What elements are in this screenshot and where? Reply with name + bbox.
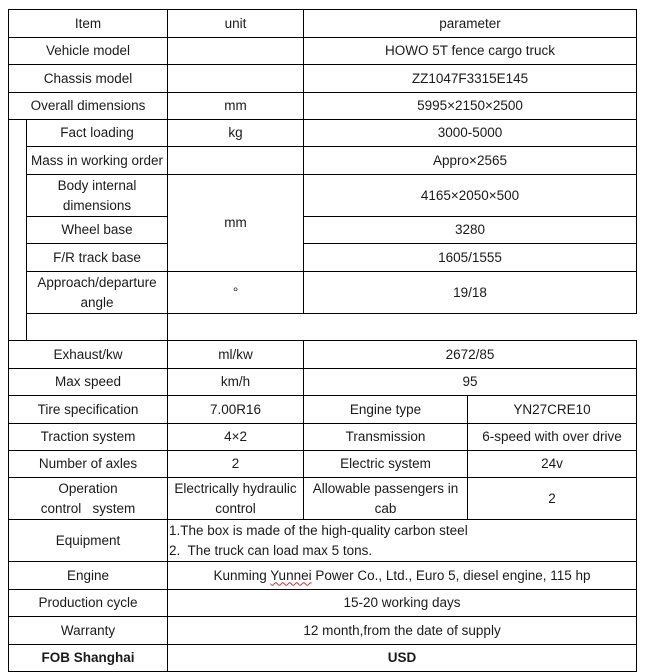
warranty-value: 12 month,from the date of supply xyxy=(168,617,637,645)
approach-angle-label-line1: Approach/departure xyxy=(37,274,157,290)
engine-type-value: YN27CRE10 xyxy=(468,396,637,424)
engine-type-label: Engine type xyxy=(304,396,468,424)
approach-angle-label-line2: angle xyxy=(80,294,114,310)
chassis-model-value: ZZ1047F3315E145 xyxy=(304,65,637,93)
operation-label-line2: control system xyxy=(40,500,136,516)
overall-dimensions-value: 5995×2150×2500 xyxy=(304,93,637,120)
track-base-value: 1605/1555 xyxy=(304,244,637,272)
table-row xyxy=(9,369,637,396)
engine-suffix: Power Co., Ltd., Euro 5, diesel engine, 115 hp xyxy=(311,567,591,583)
wheel-base-value: 3280 xyxy=(304,217,637,244)
traction-label: Traction system xyxy=(9,424,168,451)
body-internal-label xyxy=(27,175,168,217)
engine-value xyxy=(168,562,637,590)
vehicle-model-unit xyxy=(168,38,304,65)
table-row xyxy=(9,272,637,314)
table-row xyxy=(9,93,637,120)
tire-label: Tire specification xyxy=(9,396,168,424)
fob-value: USD xyxy=(168,645,637,672)
traction-value: 4×2 xyxy=(168,424,304,451)
table-row xyxy=(9,424,637,451)
table-row xyxy=(9,590,637,617)
table-header-row xyxy=(9,10,637,38)
vehicle-model-value: HOWO 5T fence cargo truck xyxy=(304,38,637,65)
exhaust-unit: ml/kw xyxy=(168,341,304,369)
tire-value: 7.00R16 xyxy=(168,396,304,424)
approach-angle-label xyxy=(27,272,168,314)
track-base-label: F/R track base xyxy=(27,244,168,272)
table-row xyxy=(9,478,637,520)
fact-loading-label: Fact loading xyxy=(27,120,168,147)
table-row xyxy=(9,314,637,341)
body-internal-label-line2: dimensions xyxy=(62,197,132,213)
mass-working-order-unit xyxy=(168,147,304,175)
warranty-label: Warranty xyxy=(9,617,168,645)
approach-angle-value: 19/18 xyxy=(304,272,637,314)
table-row xyxy=(9,451,637,478)
production-cycle-value: 15-20 working days xyxy=(168,590,637,617)
shared-unit-mm: mm xyxy=(168,175,304,272)
header-item: Item xyxy=(9,10,168,38)
engine-brand: Yunnei xyxy=(270,567,312,583)
header-parameter: parameter xyxy=(304,10,637,38)
table-row xyxy=(9,120,637,147)
table-row xyxy=(9,396,637,424)
table-row xyxy=(9,38,637,65)
table-row xyxy=(9,217,637,244)
fob-label: FOB Shanghai xyxy=(9,645,168,672)
equipment-label: Equipment xyxy=(9,520,168,562)
passengers-label-line1: Allowable passengers in xyxy=(312,480,459,496)
chassis-model-unit xyxy=(168,65,304,93)
electric-system-label: Electric system xyxy=(304,451,468,478)
overall-dimensions-unit: mm xyxy=(168,93,304,120)
table-row xyxy=(9,175,637,217)
equipment-value xyxy=(168,520,637,562)
chassis-model-label: Chassis model xyxy=(9,65,168,93)
spec-table xyxy=(8,9,637,672)
max-speed-unit: km/h xyxy=(168,369,304,396)
max-speed-value: 95 xyxy=(304,369,637,396)
table-row xyxy=(9,520,637,562)
operation-label-line1: Operation xyxy=(58,480,118,496)
row-gutter xyxy=(27,314,168,341)
production-cycle-label: Production cycle xyxy=(9,590,168,617)
operation-label xyxy=(9,478,168,520)
engine-label: Engine xyxy=(9,562,168,590)
body-internal-label-line1: Body internal xyxy=(57,177,137,193)
exhaust-value: 2672/85 xyxy=(304,341,637,369)
approach-angle-unit: ° xyxy=(168,272,304,314)
table-row xyxy=(9,244,637,272)
operation-value-line1: Electrically hydraulic xyxy=(174,480,297,496)
passengers-label xyxy=(304,478,468,520)
table-row xyxy=(9,562,637,590)
wheel-base-label: Wheel base xyxy=(27,217,168,244)
operation-value-line2: control xyxy=(215,500,256,516)
table-row xyxy=(9,65,637,93)
header-unit: unit xyxy=(168,10,304,38)
equipment-line2: 2. The truck can load max 5 tons. xyxy=(169,542,373,558)
mass-working-order-label: Mass in working order xyxy=(27,147,168,175)
vehicle-model-label: Vehicle model xyxy=(9,38,168,65)
fact-loading-value: 3000-5000 xyxy=(304,120,637,147)
indent-gutter xyxy=(9,120,27,341)
max-speed-label: Max speed xyxy=(9,369,168,396)
passengers-value: 2 xyxy=(468,478,637,520)
mass-working-order-value: Appro×2565 xyxy=(304,147,637,175)
table-row xyxy=(9,645,637,672)
axles-value: 2 xyxy=(168,451,304,478)
transmission-label: Transmission xyxy=(304,424,468,451)
engine-prefix: Kunming xyxy=(213,567,271,583)
transmission-value: 6-speed with over drive xyxy=(468,424,637,451)
table-row xyxy=(9,341,637,369)
table-row xyxy=(9,617,637,645)
equipment-line1: 1.The box is made of the high-quality carbon steel xyxy=(169,522,468,538)
exhaust-label: Exhaust/kw xyxy=(9,341,168,369)
axles-label: Number of axles xyxy=(9,451,168,478)
overall-dimensions-label: Overall dimensions xyxy=(9,93,168,120)
table-row xyxy=(9,147,637,175)
fact-loading-unit: kg xyxy=(168,120,304,147)
operation-value xyxy=(168,478,304,520)
body-internal-value: 4165×2050×500 xyxy=(304,175,637,217)
electric-system-value: 24v xyxy=(468,451,637,478)
passengers-label-line2: cab xyxy=(374,500,397,516)
